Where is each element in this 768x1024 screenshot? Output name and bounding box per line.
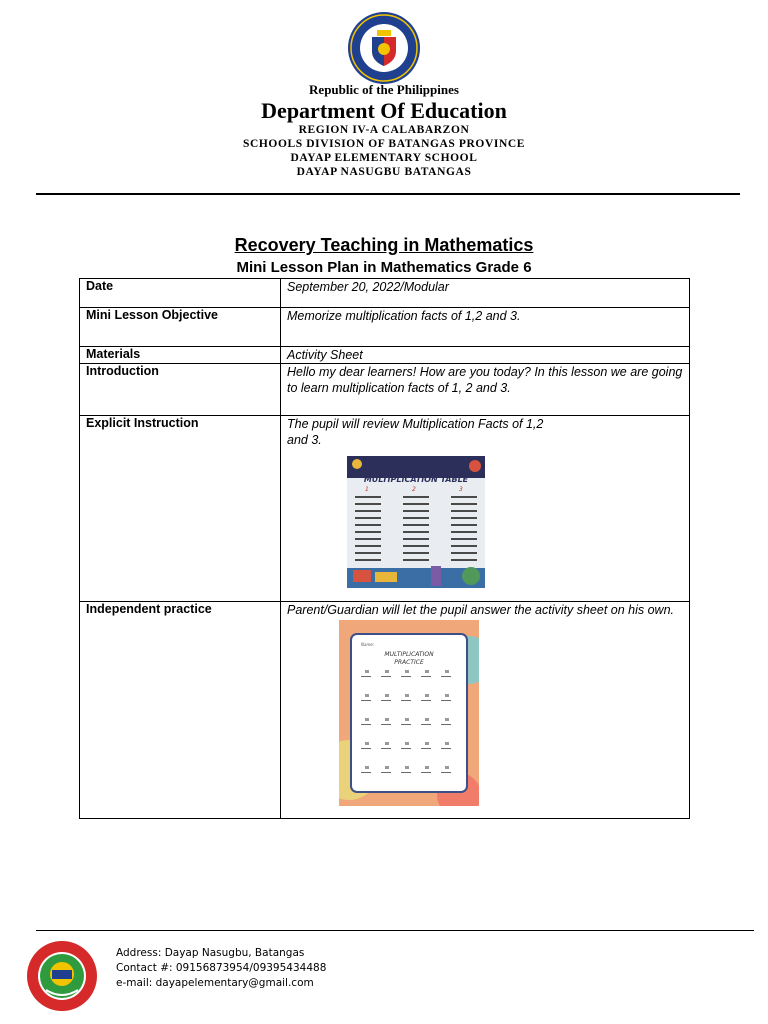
header-divider (36, 193, 740, 195)
department-title: Department Of Education (261, 98, 507, 123)
independent-practice-text: Parent/Guardian will let the pupil answer the activity sheet on his own. (287, 603, 675, 617)
practice-title-2: PRACTICE (394, 659, 424, 666)
division-line: SCHOOLS DIVISION OF BATANGAS PROVINCE (242, 138, 526, 150)
independent-practice-cell (281, 602, 690, 819)
table-row (80, 279, 690, 308)
footer-contact: Contact #: 09156873954/09395434488 (116, 962, 327, 974)
practice-name-label: Name: (361, 642, 375, 647)
document-subtitle: Mini Lesson Plan in Mathematics Grade 6 (236, 259, 532, 276)
footer-email: e-mail: dayapelementary@gmail.com (116, 977, 314, 989)
table-row (80, 416, 690, 602)
multiplication-table-image (347, 456, 485, 588)
region-line: REGION IV-A CALABARZON (298, 124, 470, 136)
lesson-plan-table (79, 278, 690, 819)
deped-seal-logo (347, 11, 421, 85)
table-row (80, 602, 690, 819)
mtable-col-1: 1 (365, 486, 369, 493)
republic-line: Republic of the Philippines (309, 82, 459, 97)
table-row (80, 364, 690, 416)
explicit-instruction-text-1: The pupil will review Multiplication Facts of 1,2 (287, 417, 544, 431)
footer-address: Address: Dayap Nasugbu, Batangas (116, 947, 305, 959)
introduction-label: Introduction (80, 364, 281, 416)
school-address-line: DAYAP NASUGBU BATANGAS (296, 166, 472, 178)
school-line: DAYAP ELEMENTARY SCHOOL (290, 152, 478, 164)
explicit-instruction-label: Explicit Instruction (80, 416, 281, 602)
mtable-col-2: 2 (412, 486, 416, 493)
objective-label: Mini Lesson Objective (80, 308, 281, 347)
materials-label: Materials (80, 347, 281, 364)
multiplication-practice-sheet-image (339, 620, 479, 806)
footer-divider (36, 930, 754, 931)
independent-practice-label: Independent practice (80, 602, 281, 819)
mtable-col-3: 3 (459, 486, 463, 493)
introduction-value: Hello my dear learners! How are you today? In this lesson we are going to learn multiplication facts of 1, 2 and 3. (281, 364, 690, 416)
date-label: Date (80, 279, 281, 308)
table-row (80, 308, 690, 347)
table-row (80, 347, 690, 364)
mtable-title: MULTIPLICATION TABLE (363, 475, 469, 484)
document-title: Recovery Teaching in Mathematics (234, 235, 534, 255)
materials-value: Activity Sheet (281, 347, 690, 364)
practice-title-1: MULTIPLICATION (384, 651, 434, 658)
date-value: September 20, 2022/Modular (281, 279, 690, 308)
explicit-instruction-cell (281, 416, 690, 602)
school-seal-logo (26, 940, 98, 1012)
objective-value: Memorize multiplication facts of 1,2 and 3. (281, 308, 690, 347)
explicit-instruction-text-2: and 3. (287, 433, 322, 447)
